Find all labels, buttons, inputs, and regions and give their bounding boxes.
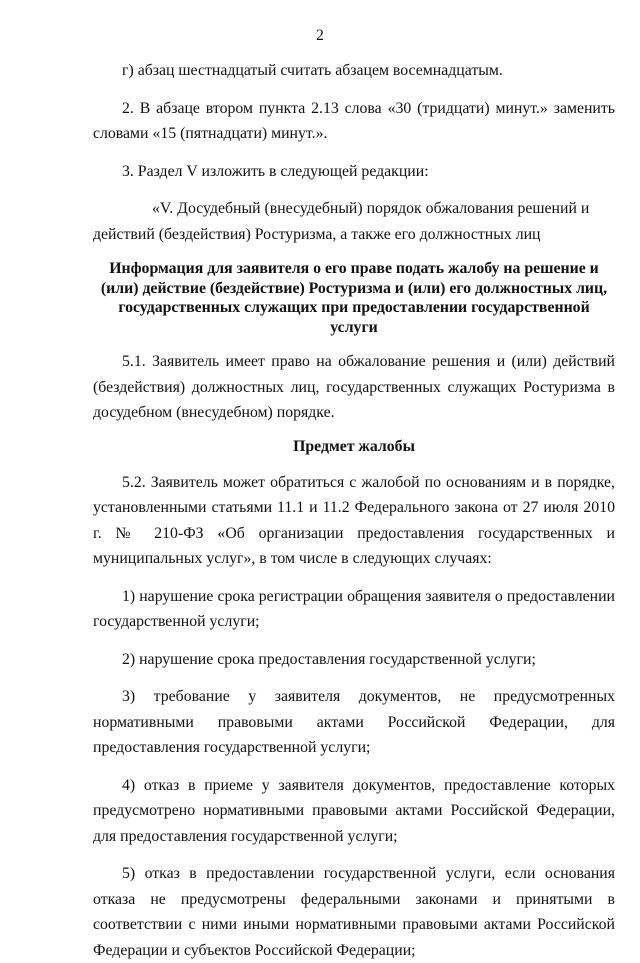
page-number: 2	[316, 27, 324, 44]
section-title: «V. Досудебный (внесудебный) порядок обжалования решений и действий (бездействия) Ростуризма, а также его должностных лиц	[93, 200, 590, 243]
case-item-1: 1) нарушение срока регистрации обращения заявителя о предоставлении государственной услуги;	[93, 587, 615, 630]
subject-heading: Предмет жалобы	[293, 437, 415, 455]
paragraph-5-1: 5.1. Заявитель имеет право на обжалование решения и (или) действий (бездействия) должностных лиц, государственных служащих Ростуризма в досудебном (внесудебном) порядке.	[93, 353, 615, 421]
case-item-5: 5) отказ в предоставлении государственной услуги, если основания отказа не предусмотрены федеральными законами и принятыми в соответствии с ними иными нормативными правовыми актами Российской Федерации и субъектов Российской Федерации;	[93, 865, 615, 959]
document-body	[93, 58, 615, 963]
case-item-3: 3) требование у заявителя документов, не предусмотренных нормативными правовыми актами Российской Федерации, для предоставления государственной услуги;	[93, 688, 615, 756]
info-heading: Информация для заявителя о его праве подать жалобу на решение и (или) действие (бездействие) Ростуризма и (или) его должностных лиц, государственных служащих при предоставлении государственной услуги	[100, 260, 608, 336]
case-item-4: 4) отказ в приеме у заявителя документов, предоставление которых предусмотрено нормативными правовыми актами Российской Федерации, для предоставления государственной услуги;	[93, 776, 615, 845]
case-item-2: 2) нарушение срока предоставления государственной услуги;	[122, 650, 536, 668]
paragraph-item-2: 2. В абзаце втором пункта 2.13 слова «30 (тридцати) минут.» заменить словами «15 (пятнадцати) минут.».	[93, 99, 615, 142]
paragraph-item-3: 3. Раздел V изложить в следующей редакции:	[122, 162, 429, 180]
paragraph-item-g: г) абзац шестнадцатый считать абзацем восемнадцатым.	[122, 62, 503, 79]
paragraph-5-2: 5.2. Заявитель может обратиться с жалобой по основаниям и в порядке, установленными статьями 11.1 и 11.2 Федерального закона от 27 июля 2010 г. № 210-ФЗ «Об организации предоставления государственных и муниципальных услуг», в том числе в следующих случаях:	[93, 473, 615, 567]
